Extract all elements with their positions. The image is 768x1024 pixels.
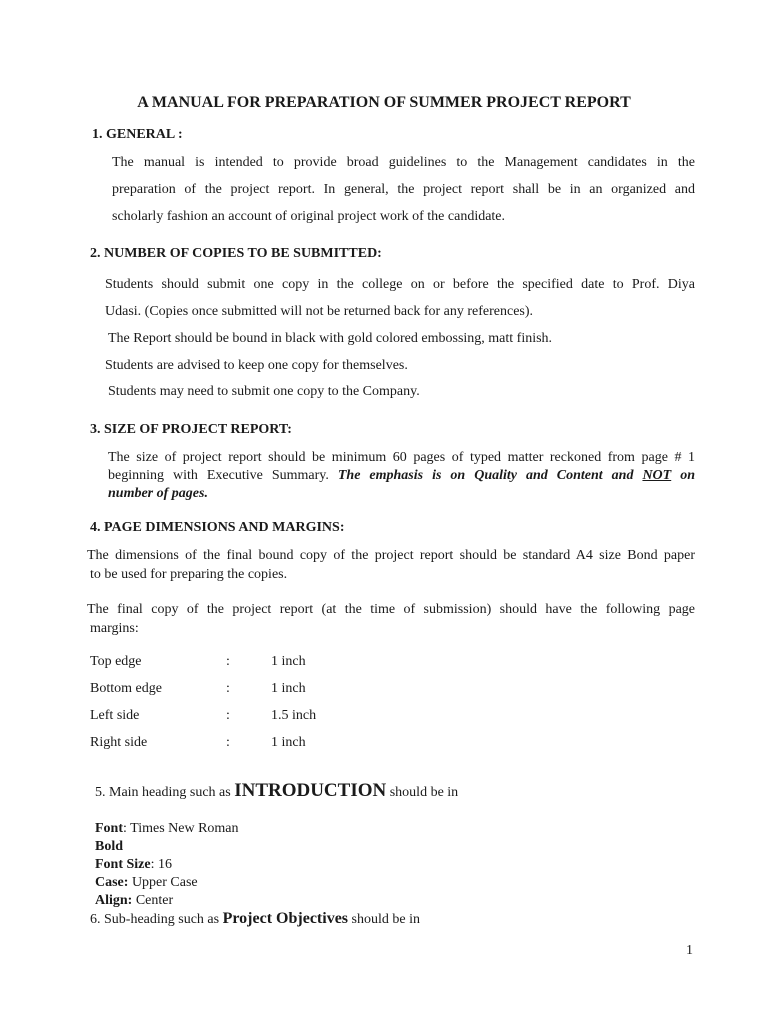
size-line-2 bbox=[108, 467, 695, 484]
size-line-1: The size of project report should be minimum 60 pages of typed matter reckoned from page # 1 bbox=[108, 450, 695, 465]
spec-case-label: Case: bbox=[95, 875, 129, 890]
sub-heading-prefix: 6. Sub-heading such as bbox=[90, 912, 223, 927]
spec-bold bbox=[95, 838, 123, 855]
spec-align bbox=[95, 892, 173, 909]
copies-line-5: Students may need to submit one copy to the Company. bbox=[108, 384, 420, 399]
margin-label-right: Right side bbox=[90, 735, 148, 750]
margin-value-left: 1.5 inch bbox=[271, 708, 317, 723]
spec-font-size-label: Font Size bbox=[95, 857, 151, 872]
margins-intro-line-2: margins: bbox=[90, 621, 139, 636]
size-line-3: number of pages. bbox=[108, 486, 208, 501]
main-heading-line bbox=[95, 780, 458, 804]
spec-case bbox=[95, 874, 198, 891]
margin-sep-left: : bbox=[226, 708, 230, 723]
main-heading-example: INTRODUCTION bbox=[234, 780, 387, 801]
size-line-2-plain: beginning with Executive Summary. bbox=[108, 468, 338, 483]
margin-sep-bottom: : bbox=[226, 681, 230, 696]
size-emphasis-not: NOT bbox=[642, 468, 672, 483]
section-heading-dimensions: 4. PAGE DIMENSIONS AND MARGINS: bbox=[90, 520, 345, 535]
general-line-1: The manual is intended to provide broad guidelines to the Management candidates in the bbox=[112, 155, 695, 170]
section-heading-copies: 2. NUMBER OF COPIES TO BE SUBMITTED: bbox=[90, 246, 382, 261]
spec-align-value: Center bbox=[132, 893, 174, 908]
copies-line-2: Udasi. (Copies once submitted will not be returned back for any references). bbox=[105, 304, 534, 319]
spec-case-value: Upper Case bbox=[128, 875, 198, 890]
sub-heading-line bbox=[90, 909, 420, 930]
main-heading-prefix: 5. Main heading such as bbox=[95, 785, 235, 800]
sub-heading-example: Project Objectives bbox=[222, 910, 349, 927]
margin-sep-right: : bbox=[226, 735, 230, 750]
spec-bold-label: Bold bbox=[95, 839, 124, 854]
margin-value-top: 1 inch bbox=[271, 654, 306, 669]
dimensions-line-1: The dimensions of the final bound copy of the project report should be standard A4 size Bond paper bbox=[87, 548, 695, 563]
size-emphasis: The emphasis is on Quality and Content and bbox=[337, 468, 643, 483]
spec-font bbox=[95, 820, 239, 837]
section-heading-general: 1. GENERAL : bbox=[92, 127, 183, 142]
spec-align-label: Align: bbox=[95, 893, 133, 908]
sub-heading-suffix: should be in bbox=[348, 912, 420, 927]
margin-label-top: Top edge bbox=[90, 654, 142, 669]
margin-value-bottom: 1 inch bbox=[271, 681, 306, 696]
copies-line-1: Students should submit one copy in the college on or before the specified date to Prof. Diya bbox=[105, 277, 695, 292]
copies-line-4: Students are advised to keep one copy for themselves. bbox=[105, 358, 408, 373]
page-title: A MANUAL FOR PREPARATION OF SUMMER PROJECT REPORT bbox=[137, 94, 631, 111]
spec-font-size bbox=[95, 856, 172, 873]
margins-intro-line-1: The final copy of the project report (at the time of submission) should have the following page bbox=[87, 602, 695, 617]
spec-font-value: : Times New Roman bbox=[123, 821, 239, 836]
margin-value-right: 1 inch bbox=[271, 735, 306, 750]
dimensions-line-2: to be used for preparing the copies. bbox=[90, 567, 288, 582]
margin-label-left: Left side bbox=[90, 708, 140, 723]
section-heading-size: 3. SIZE OF PROJECT REPORT: bbox=[90, 422, 292, 437]
margin-sep-top: : bbox=[226, 654, 230, 669]
spec-font-label: Font bbox=[95, 821, 123, 836]
copies-line-3: The Report should be bound in black with gold colored embossing, matt finish. bbox=[108, 331, 553, 346]
page-number: 1 bbox=[686, 943, 693, 958]
margin-label-bottom: Bottom edge bbox=[90, 681, 162, 696]
main-heading-suffix: should be in bbox=[386, 785, 459, 800]
general-line-2: preparation of the project report. In general, the project report shall be in an organized and bbox=[112, 182, 695, 197]
size-emphasis-end: on bbox=[671, 468, 695, 483]
spec-font-size-value: : 16 bbox=[150, 857, 172, 872]
general-line-3: scholarly fashion an account of original project work of the candidate. bbox=[112, 209, 506, 224]
